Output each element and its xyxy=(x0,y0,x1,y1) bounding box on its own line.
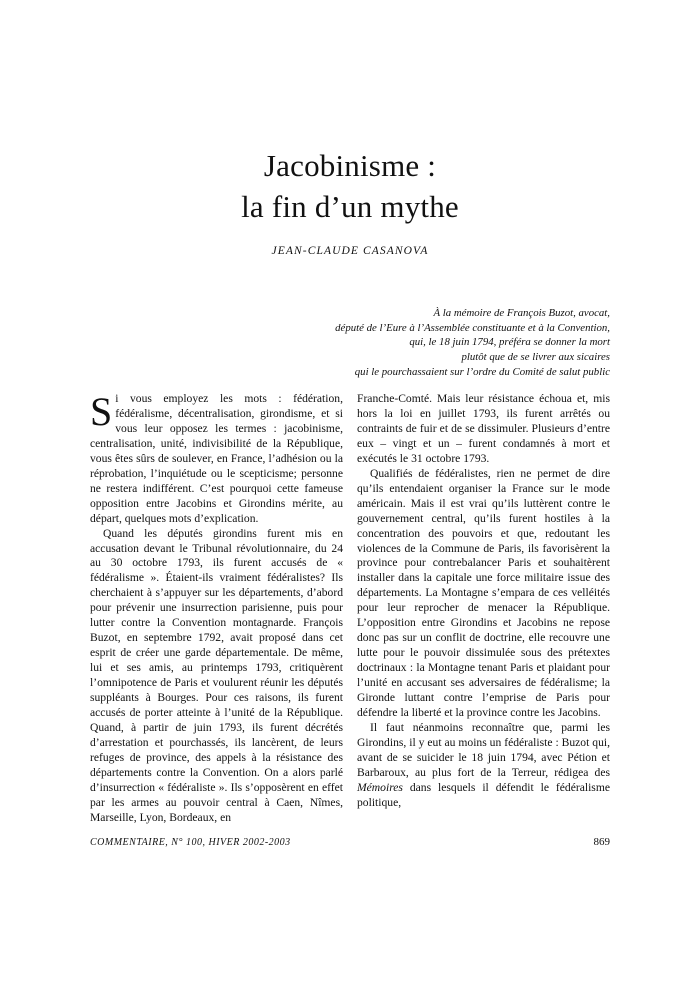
paragraph: Qualifiés de fédéralistes, rien ne permet de dire qu’ils entendaient organiser la France sur le mode américain. Mais il est vrai qu’ils luttèrent contre le gouvernement central, qu’ils furent hostiles à la concentration des pouvoirs et que, redoutant les violences de la Commune de Paris, ils favorisèrent la province pour contrebalancer Paris et souhaitèrent installer dans la capitale une force militaire issue des départements. La Montagne s’empara de ces velléités pour leur reprocher de menacer la République. L’opposition entre Girondins et Jacobins ne repose donc pas sur un conflit de doctrine, elle recouvre une lutte pour le pouvoir dissimulée sous des prétextes doctrinaux : la Montagne tenant Paris et plaidant pour l’unité en accusant ses adversaires de fédéralisme; la Gironde luttant contre l’emprise de Paris pour défendre la liberté et la province contre les Jacobins. xyxy=(357,466,610,720)
paragraph: Franche-Comté. Mais leur résistance échoua et, mis hors la loi en juillet 1793, ils furent arrêtés ou contraints de fuir et de se dissimuler. Plusieurs d’entre eux – vingt et un – furent condamnés à mort et exécutés le 31 octobre 1793. xyxy=(357,392,610,465)
book-title-memoires: Mémoires xyxy=(357,780,403,794)
paragraph xyxy=(357,721,610,811)
right-column xyxy=(357,392,610,817)
title-line-2: la fin d’un mythe xyxy=(241,189,459,224)
page-footer xyxy=(90,836,610,848)
body-columns xyxy=(90,389,610,824)
article-title xyxy=(90,145,610,227)
dedication-line: À la mémoire de François Buzot, avocat, xyxy=(433,307,610,319)
paragraph-text: Il faut néanmoins reconnaître que, parmi les Girondins, il y eut au moins un fédéraliste : Buzot qui, avant de se suicider le 18 juin 1794, avec Pétion et Barbaroux, au plus fort de la Terreur, rédigea des xyxy=(357,720,610,779)
title-line-1: Jacobinisme : xyxy=(263,148,437,183)
author-byline: JEAN-CLAUDE CASANOVA xyxy=(271,245,429,257)
left-column xyxy=(90,389,343,824)
footer-source-citation: COMMENTAIRE, N° 100, HIVER 2002-2003 xyxy=(90,837,291,848)
paragraph xyxy=(90,389,343,527)
drop-cap-letter: S xyxy=(90,389,113,434)
dedication-line: qui le pourchassaient sur l’ordre du Comité de salut public xyxy=(354,365,610,378)
paragraph-text: i vous employez les mots : fédération, fédéralisme, décentralisation, girondisme, et si vous leur opposez les termes : jacobinisme, centralisation, unité, indivisibilité de la République, vous êtes sûrs de soulever, en France, l’adhésion ou la réprobation, l’inquiétude ou le scepticisme; personne ne restera indifférent. C’est pourquoi cette fameuse opposition entre Jacobins et Girondins mérite, au départ, quelques mots d’explication. xyxy=(90,392,343,525)
paragraph-text: dans lesquels il défendit le fédéralisme politique, xyxy=(357,780,610,809)
dedication-line: qui, le 18 juin 1794, préféra se donner la mort xyxy=(409,336,610,349)
paragraph: Quand les députés girondins furent mis en accusation devant le Tribunal révolutionnaire, du 24 au 30 octobre 1793, ils furent accusés de « fédéralisme ». Étaient-ils vraiment fédéralistes? Ils cherchaient à s’appuyer sur les départements, d’abord pour prévenir une insurrection parisienne, puis pour lutter contre la Convention montagnarde. François Buzot, en septembre 1792, avait proposé dans cet esprit de créer une garde départementale. De même, lui et ses amis, au printemps 1793, critiquèrent l’omnipotence de Paris et voulurent réunir les députés suppléants à Bourges. Pour ces raisons, ils furent accusés de porter atteinte à l’unité de la République. Quand, à partir de juin 1793, ils furent décrétés d’arrestation et pourchassés, ils lancèrent, de leurs refuges de province, des appels à la résistance des départements contre la Convention. On a alors parlé d’insurrection « fédéraliste ». Ils s’opposèrent en effet par les armes au pouvoir central à Caen, Nîmes, Marseille, Lyon, Bordeaux, en xyxy=(90,526,343,824)
dedication-line: député de l’Eure à l’Assemblée constituante et à la Convention, xyxy=(335,321,610,334)
dedication-line: plutôt que de se livrer aux sicaires xyxy=(461,351,610,364)
footer-page-number: 869 xyxy=(593,836,610,848)
dedication-epigraph xyxy=(250,306,610,380)
